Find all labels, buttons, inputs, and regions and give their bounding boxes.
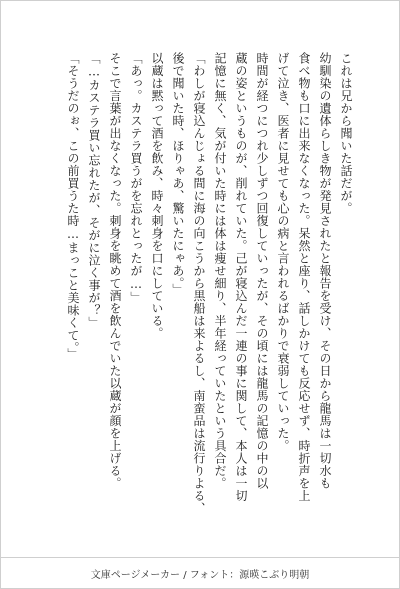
text-line: 後で聞いた時、ほりゃあ、驚いたにゃあ。」 xyxy=(171,52,185,296)
story-text xyxy=(38,52,356,516)
footer-credit: 文庫ページメーカー / フォント：源暎こぶり明朝 xyxy=(90,570,310,581)
text-line: 「…カステラ買い忘れたが、そがに泣く事が？」 xyxy=(87,52,101,329)
text-line: 幼馴染の遺体らしき物が発見されたと報告を受け、その日から龍馬は一切水も xyxy=(318,52,332,490)
text-line: 以蔵は黙って酒を飲み、時々刺身を口にしている。 xyxy=(150,52,164,340)
text-line: 「あっ。カステラ買うがを忘れとったが…」 xyxy=(129,52,143,304)
text-line: 記憶に無く、気が付いた時には体は痩せ細り、半年経っていたという具合だ。 xyxy=(213,52,227,490)
text-line: これは兄から聞いた話だが。 xyxy=(339,52,353,215)
text-line: 「わしが寝込んじょる間に海の向こうから黒船は来よるし、南蛮品は流行りよる、 xyxy=(192,52,206,515)
text-line: 時間が経つにつれ少しずつ回復していったが、その頃には龍馬の記憶の中の以 xyxy=(255,52,269,490)
text-line: そこで言葉が出なくなった。刺身を眺めて酒を飲んでいた以蔵が顔を上げる。 xyxy=(108,52,122,490)
text-line: げて泣き、医者に見せても心の病と言われるばかりで衰弱していった。 xyxy=(276,52,290,452)
footer-bar xyxy=(0,557,400,589)
text-line: 蔵の姿というものが、削れていた。己が寝込んだ一連の事に関して、本人は一切 xyxy=(234,52,248,502)
text-line: 「そうだのぉ、この前買うた時…まっこと美味くて。」 xyxy=(66,52,80,361)
text-line: 食べ物も口に出来なくなった。呆然と座り、話しかけても反応せず、時折声を上 xyxy=(297,52,311,502)
